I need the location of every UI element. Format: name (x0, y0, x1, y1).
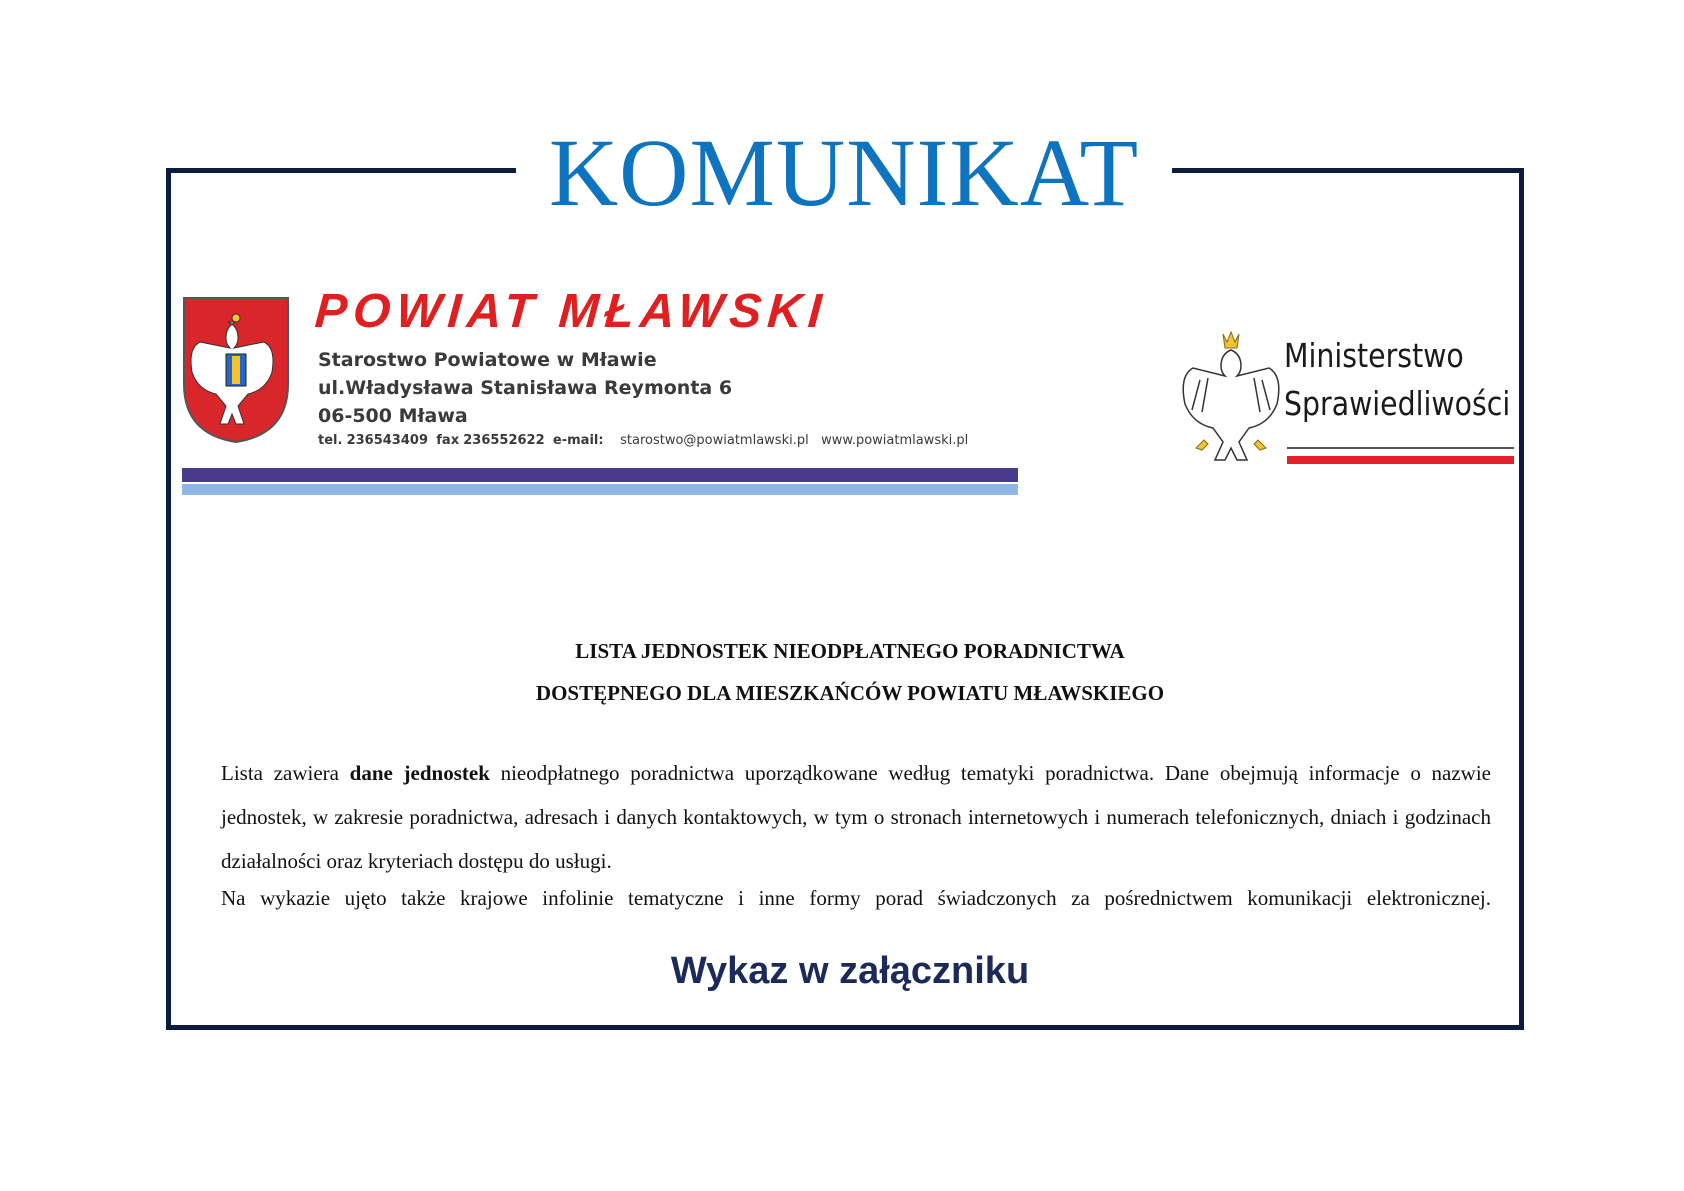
paragraph-1 (221, 751, 1491, 883)
paragraph-2: Na wykazie ujęto także krajowe infolinie tematyczne i inne formy porad świadczonych za pośrednictwem komunikacji elektronicznej. (221, 886, 1491, 910)
header-stripe-dark (182, 468, 1018, 482)
paragraph-1-bold: dane jednostek (349, 761, 490, 785)
attachment-note: Wykaz w załączniku (670, 950, 1030, 992)
powiat-name: POWIAT MŁAWSKI (313, 285, 830, 338)
ministry-name (1284, 332, 1510, 428)
ministry-line1: Ministerstwo (1284, 336, 1464, 375)
page-title: KOMUNIKAT (548, 119, 1140, 226)
paragraph-1-rest: nieodpłatnego poradnictwa uporządkowane według tematyki poradnictwa. Dane obejmują informacje o nazwie jednostek, w zakresie poradnictwa, adresach i danych kontaktowych, w tym o stronach internetowych i numerach telefonicznych, dniach i godzinach działalności oraz kryteriach dostępu do usługi. (221, 761, 1491, 873)
ministry-divider (1287, 447, 1514, 449)
fax-label: fax (436, 433, 460, 448)
contact-line (318, 433, 968, 448)
powiat-crest-icon (180, 294, 292, 444)
office-city: 06-500 Mława (318, 405, 468, 427)
tel-label: tel. (318, 433, 343, 448)
polish-eagle-icon (1178, 320, 1284, 466)
office-street: ul.Władysława Stanisława Reymonta 6 (318, 377, 733, 399)
header-stripe-light (182, 484, 1018, 495)
ministry-red-bar (1287, 456, 1514, 464)
fax-number: 236552622 (463, 433, 545, 448)
ministry-line2: Sprawiedliwości (1284, 384, 1511, 423)
website-link[interactable]: www.powiatmlawski.pl (821, 433, 969, 448)
email-link[interactable]: starostwo@powiatmlawski.pl (620, 433, 809, 448)
title-container (516, 118, 1172, 228)
tel-number: 236543409 (346, 433, 428, 448)
heading-line-1: LISTA JEDNOSTEK NIEODPŁATNEGO PORADNICTWA (575, 639, 1125, 663)
paragraph-1-start: Lista zawiera (221, 761, 350, 785)
heading-line-2: DOSTĘPNEGO DLA MIESZKAŃCÓW POWIATU MŁAWSKIEGO (535, 681, 1165, 705)
email-label: e-mail: (552, 433, 604, 448)
office-name: Starostwo Powiatowe w Mławie (318, 349, 657, 371)
